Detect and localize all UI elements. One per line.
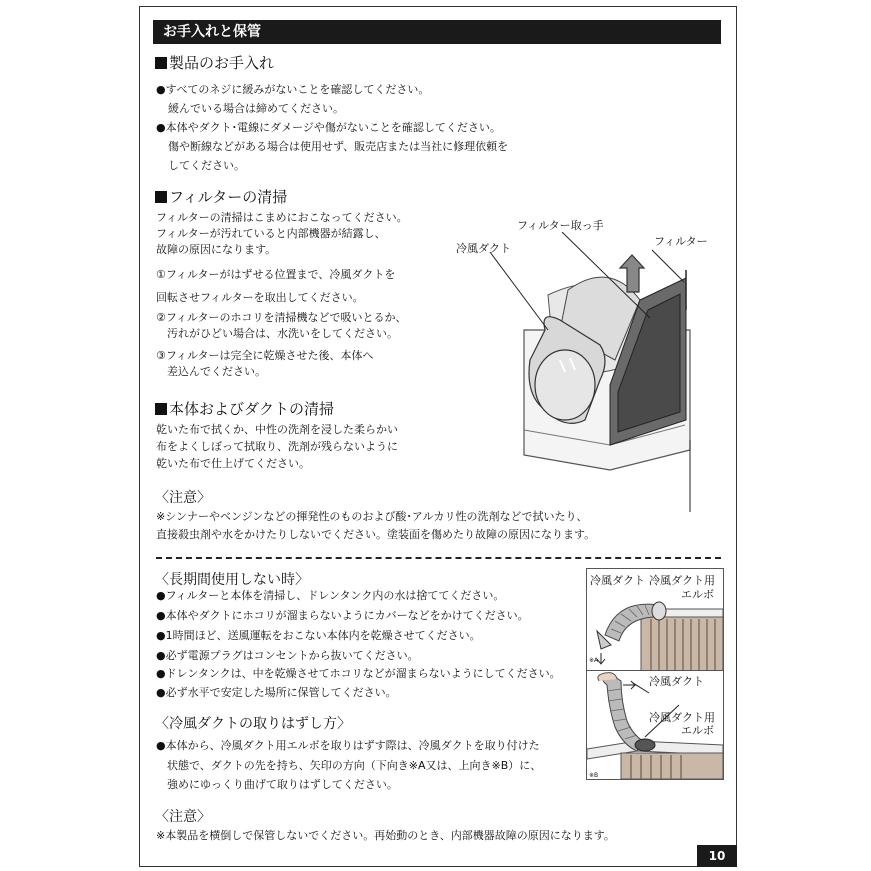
caution-heading-2: 〈注意〉 xyxy=(155,809,211,825)
filter-step-1b: 回転させフィルターを取出してください。 xyxy=(156,291,364,304)
filter-line-1: フィルターの清掃はこまめにおこなってください。 xyxy=(156,211,408,224)
storage-line-4: ●必ず電源プラグはコンセントから抜いてください。 xyxy=(156,649,419,662)
body-duct-line-2: 布をよくしぼって拭取り、洗剤が残らないように xyxy=(156,440,398,453)
figure-label-cold-duct: 冷風ダクト xyxy=(456,242,511,255)
caution-heading-1: 〈注意〉 xyxy=(155,490,211,506)
caution-1-line-1: ※シンナーやベンジンなどの揮発性のものおよび酸･アルカリ性の洗剤などで拭いたり、 xyxy=(156,510,588,523)
storage-line-5: ●ドレンタンクは、中を乾燥させてホコリなどが溜まらないようにしてください。 xyxy=(156,667,561,680)
filter-line-2: フィルターが汚れていると内部機器が結露し、 xyxy=(156,227,386,240)
fig-a-label-duct: 冷風ダクト xyxy=(590,574,645,587)
filter-step-2b: 汚れがひどい場合は、水洗いをしてください。 xyxy=(167,327,398,340)
caution-2-line: ※本製品を横倒しで保管しないでください。再始動のとき、内部機器故障の原因になります。 xyxy=(156,829,615,842)
care-line-4: 傷や断線などがある場合は使用せず、販売店または当社に修理依頼を xyxy=(168,140,509,153)
figure-label-filter: フィルター xyxy=(654,235,708,248)
section-title-filter: フィルターの清掃 xyxy=(155,186,287,207)
storage-line-2: ●本体やダクトにホコリが溜まらないようにカバーなどをかけてください。 xyxy=(156,609,529,622)
filter-step-3a: ③フィルターは完全に乾燥させた後、本体へ xyxy=(156,349,374,362)
section-title-long-storage: 〈長期間使用しない時〉 xyxy=(155,572,309,588)
filter-step-2a: ②フィルターのホコリを清掃機などで吸いとるか、 xyxy=(156,311,407,324)
caution-1-line-2: 直接殺虫剤や水をかけたりしないでください。塗装面を傷めたり故障の原因になります。 xyxy=(156,528,596,541)
square-bullet-icon xyxy=(155,191,167,203)
fig-b-label-duct: 冷風ダクト xyxy=(649,675,704,688)
filter-step-3b: 差込んでください。 xyxy=(167,365,266,378)
fig-b-label-elbow-1: 冷風ダクト用 xyxy=(649,711,715,724)
filter-cleaning-illustration xyxy=(452,232,692,512)
filter-step-1a: ①フィルターがはずせる位置まで、冷風ダクトを xyxy=(156,268,396,281)
fig-b-label-elbow-2: エルボ xyxy=(681,724,714,737)
square-bullet-icon xyxy=(155,403,167,415)
section-title-duct-removal: 〈冷風ダクトの取りはずし方〉 xyxy=(155,716,351,732)
removal-line-3: 強めにゆっくり曲げて取りはずしてください。 xyxy=(167,778,398,791)
storage-line-1: ●フィルターと本体を清掃し、ドレンタンク内の水は捨ててください。 xyxy=(156,589,505,602)
square-bullet-icon xyxy=(155,57,167,69)
care-line-5: してください。 xyxy=(168,159,245,172)
removal-line-1: ●本体から、冷風ダクト用エルボを取りはずす際は、冷風ダクトを取り付けた xyxy=(156,739,540,752)
care-line-2: 緩んでいる場合は締めてください。 xyxy=(168,102,344,115)
section-title-care: 製品のお手入れ xyxy=(155,52,274,73)
filter-line-3: 故障の原因になります。 xyxy=(156,243,277,256)
storage-line-6: ●必ず水平で安定した場所に保管してください。 xyxy=(156,686,397,699)
fig-a-label-elbow-2: エルボ xyxy=(681,588,714,601)
figure-duct-elbow-b xyxy=(586,670,724,780)
removal-line-2: 状態で、ダクトの先を持ち、矢印の方向（下向き※A又は、上向き※B）に、 xyxy=(167,759,542,772)
fig-a-label-elbow-1: 冷風ダクト用 xyxy=(649,574,715,587)
figure-label-filter-handle: フィルター取っ手 xyxy=(517,219,604,232)
page-number: 10 xyxy=(697,845,737,867)
care-line-3: ●本体やダクト･電線にダメージや傷がないことを確認してください。 xyxy=(156,121,501,134)
section-title-body-duct: 本体およびダクトの清掃 xyxy=(155,398,334,419)
storage-line-3: ●1時間ほど、送風運転をおこない本体内を乾燥させてください。 xyxy=(156,629,481,642)
figure-duct-elbow-a xyxy=(586,568,724,672)
body-duct-line-1: 乾いた布で拭くか、中性の洗剤を浸した柔らかい xyxy=(156,423,398,436)
care-line-1: ●すべてのネジに緩みがないことを確認してください。 xyxy=(156,83,430,96)
page-title: お手入れと保管 xyxy=(153,20,721,44)
body-duct-line-3: 乾いた布で仕上げてください。 xyxy=(156,457,310,470)
fig-b-mark: ※B xyxy=(589,772,599,779)
section-divider xyxy=(156,557,721,559)
fig-a-mark: ※A xyxy=(589,657,599,664)
